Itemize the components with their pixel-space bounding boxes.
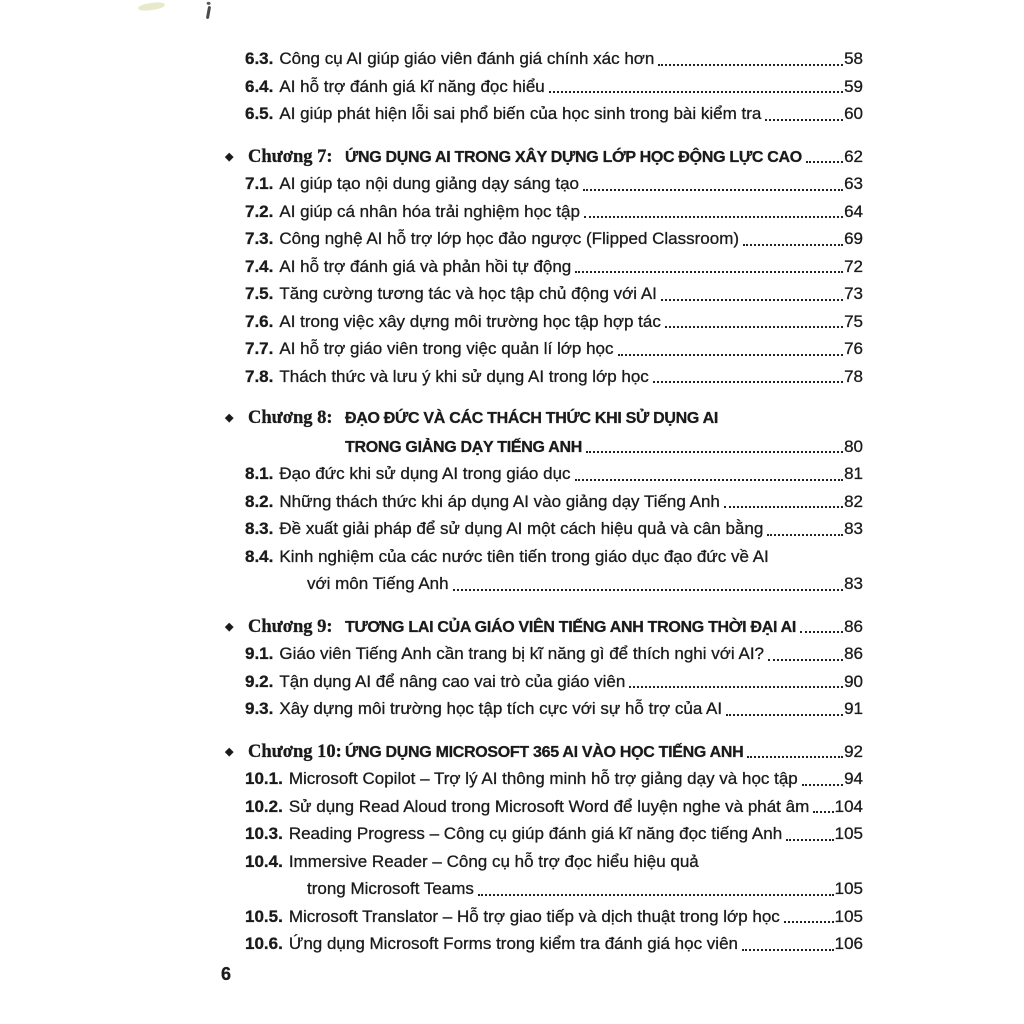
dot-leader xyxy=(478,894,834,896)
entry-page: 60 xyxy=(844,104,863,123)
entry-page: 106 xyxy=(834,934,863,953)
dot-leader xyxy=(629,686,843,688)
entry-page: 62 xyxy=(844,146,863,166)
entry-title: Reading Progress – Công cụ giúp đánh giá kĩ năng đọc tiếng Anh xyxy=(288,824,783,843)
entry-title: Sử dụng Read Aloud trong Microsoft Word để luyện nghe và phát âm xyxy=(288,796,810,816)
entry-page: 86 xyxy=(844,644,863,663)
entry-page: 90 xyxy=(844,671,863,691)
toc-entry xyxy=(225,820,863,848)
toc-entry xyxy=(225,170,863,198)
entry-number: 9.2. xyxy=(245,671,274,691)
dot-leader xyxy=(661,299,843,301)
entry-title: Những thách thức khi áp dụng AI vào giảng dạy Tiếng Anh xyxy=(279,491,720,511)
entry-number: 6.3. xyxy=(245,49,274,68)
entry-number: 7.4. xyxy=(245,256,274,276)
entry-number: 7.5. xyxy=(245,284,274,303)
entry-title: Thách thức và lưu ý khi sử dụng AI trong lớp học xyxy=(279,366,649,386)
entry-title: trong Microsoft Teams xyxy=(307,879,474,898)
scan-artifact xyxy=(206,6,211,19)
entry-number: 7.8. xyxy=(245,366,274,386)
dot-leader xyxy=(724,506,843,508)
entry-number: 6.4. xyxy=(245,76,274,96)
toc-entry xyxy=(225,668,863,696)
entry-title: Xây dựng môi trường học tập tích cực với sự hỗ trợ của AI xyxy=(279,699,723,718)
dot-leader xyxy=(584,216,843,218)
dot-leader xyxy=(784,921,834,923)
entry-page: 80 xyxy=(844,436,863,456)
entry-title: Tận dụng AI để nâng cao vai trò của giáo viên xyxy=(279,671,626,691)
toc-entry xyxy=(225,335,863,363)
entry-number: 9.1. xyxy=(245,644,274,663)
page-number: 6 xyxy=(221,964,232,984)
dot-leader xyxy=(813,811,833,813)
entry-page: 72 xyxy=(844,256,863,276)
entry-title: Công cụ AI giúp giáo viên đánh giá chính xác hơn xyxy=(279,49,655,68)
toc-entry xyxy=(225,225,863,253)
entry-number: 8.4. xyxy=(245,546,274,566)
chapter-heading-line2 xyxy=(225,433,863,461)
scan-artifact xyxy=(138,1,166,12)
entry-title: AI giúp cá nhân hóa trải nghiệm học tập xyxy=(279,201,580,221)
toc-entry xyxy=(225,100,863,128)
dot-leader xyxy=(653,381,843,383)
entry-number: 10.6. xyxy=(245,934,283,953)
dot-leader xyxy=(618,354,844,356)
entry-title: Đạo đức khi sử dụng AI trong giáo dục xyxy=(279,464,571,483)
entry-title: AI trong việc xây dựng môi trường học tập hợp tác xyxy=(279,311,661,331)
toc-entry xyxy=(225,515,863,543)
entry-number: 7.3. xyxy=(245,229,274,248)
entry-number: 9.3. xyxy=(245,699,274,718)
toc-entry xyxy=(225,363,863,391)
table-of-contents xyxy=(225,45,863,958)
entry-title: Ứng dụng Microsoft Forms trong kiểm tra đánh giá học viên xyxy=(288,934,738,953)
dot-leader xyxy=(786,839,833,841)
dot-leader xyxy=(453,589,844,591)
dot-leader xyxy=(549,91,843,93)
dot-leader xyxy=(665,326,843,328)
entry-page: 63 xyxy=(844,174,863,193)
toc-entry xyxy=(225,460,863,488)
entry-title: Đề xuất giải pháp để sử dụng AI một cách hiệu quả và cân bằng xyxy=(279,519,764,538)
toc-entry xyxy=(225,930,863,958)
dot-leader xyxy=(742,949,834,951)
entry-title: AI hỗ trợ đánh giá kĩ năng đọc hiểu xyxy=(279,76,545,96)
entry-number: 6.5. xyxy=(245,104,274,123)
dot-leader xyxy=(658,64,843,66)
entry-page: 64 xyxy=(844,201,863,221)
diamond-bullet-icon: ◆ xyxy=(225,745,234,758)
diamond-bullet-icon: ◆ xyxy=(225,150,234,163)
entry-number: 7.6. xyxy=(245,311,274,331)
dot-leader xyxy=(575,479,844,481)
entry-title: AI hỗ trợ đánh giá và phản hồi tự động xyxy=(279,256,572,276)
toc-entry xyxy=(225,543,863,571)
toc-entry-continuation xyxy=(225,570,863,598)
chapter-heading xyxy=(225,738,863,766)
entry-page: 83 xyxy=(844,519,863,538)
toc-entry xyxy=(225,793,863,821)
entry-page: 94 xyxy=(844,769,863,788)
dot-leader xyxy=(586,451,843,453)
chapter-label: Chương 10: xyxy=(248,741,342,762)
chapter-title: TRONG GIẢNG DẠY TIẾNG ANH xyxy=(345,438,582,456)
dot-leader xyxy=(747,756,843,758)
chapter-heading xyxy=(225,143,863,171)
toc-entry xyxy=(225,640,863,668)
entry-page: 76 xyxy=(844,339,863,358)
diamond-bullet-icon: ◆ xyxy=(225,620,234,633)
entry-title: AI hỗ trợ giáo viên trong việc quản lí lớp học xyxy=(279,339,614,358)
entry-page: 75 xyxy=(844,311,863,331)
entry-title: Immersive Reader – Công cụ hỗ trợ đọc hiểu hiệu quả xyxy=(288,851,699,871)
entry-number: 7.2. xyxy=(245,201,274,221)
entry-title: Công nghệ AI hỗ trợ lớp học đảo ngược (Flipped Classroom) xyxy=(279,229,740,248)
toc-entry xyxy=(225,488,863,516)
chapter-label: Chương 7: xyxy=(248,146,333,167)
entry-page: 69 xyxy=(844,229,863,248)
dot-leader xyxy=(768,659,843,661)
chapter-title: ĐẠO ĐỨC VÀ CÁC THÁCH THỨC KHI SỬ DỤNG AI xyxy=(345,410,719,427)
entry-title: AI giúp tạo nội dung giảng dạy sáng tạo xyxy=(279,174,579,193)
entry-page: 78 xyxy=(844,366,863,386)
chapter-title: ỨNG DỤNG AI TRONG XÂY DỰNG LỚP HỌC ĐỘNG LỰC CAO xyxy=(345,148,802,166)
chapter-label: Chương 9: xyxy=(248,616,333,637)
dot-leader xyxy=(583,189,843,191)
dot-leader xyxy=(802,784,843,786)
entry-number: 7.1. xyxy=(245,174,274,193)
dot-leader xyxy=(726,714,843,716)
dot-leader xyxy=(767,534,843,536)
entry-number: 8.3. xyxy=(245,519,274,538)
entry-page: 58 xyxy=(844,49,863,68)
chapter-heading xyxy=(225,613,863,641)
dot-leader xyxy=(575,271,843,273)
entry-number: 10.2. xyxy=(245,796,283,816)
entry-page: 105 xyxy=(834,906,863,926)
dot-leader xyxy=(743,244,843,246)
toc-entry xyxy=(225,280,863,308)
entry-page: 73 xyxy=(844,284,863,303)
entry-title: Tăng cường tương tác và học tập chủ động với AI xyxy=(279,284,657,303)
entry-number: 10.4. xyxy=(245,851,283,871)
entry-page: 59 xyxy=(844,76,863,96)
entry-title: AI giúp phát hiện lỗi sai phổ biến của học sinh trong bài kiểm tra xyxy=(279,104,762,123)
chapter-label: Chương 8: xyxy=(248,408,333,428)
entry-page: 82 xyxy=(844,491,863,511)
entry-number: 10.1. xyxy=(245,769,283,788)
toc-entry xyxy=(225,198,863,226)
toc-entry-continuation xyxy=(225,875,863,903)
toc-entry xyxy=(225,848,863,876)
toc-entry xyxy=(225,308,863,336)
toc-entry xyxy=(225,73,863,101)
entry-title: với môn Tiếng Anh xyxy=(307,574,449,593)
entry-page: 104 xyxy=(834,796,863,816)
chapter-heading xyxy=(225,405,863,433)
entry-page: 81 xyxy=(844,464,863,483)
toc-entry xyxy=(225,695,863,723)
chapter-title: ỨNG DỤNG MICROSOFT 365 AI VÀO HỌC TIẾNG ANH xyxy=(345,743,744,761)
entry-title: Microsoft Translator – Hỗ trợ giao tiếp và dịch thuật trong lớp học xyxy=(288,906,780,926)
entry-title: Microsoft Copilot – Trợ lý AI thông minh hỗ trợ giảng dạy và học tập xyxy=(288,769,798,788)
entry-title: Kinh nghiệm của các nước tiên tiến trong giáo dục đạo đức về AI xyxy=(279,546,769,566)
dot-leader xyxy=(800,631,843,633)
toc-entry xyxy=(225,903,863,931)
entry-number: 10.5. xyxy=(245,906,283,926)
dot-leader xyxy=(765,119,843,121)
entry-page: 105 xyxy=(834,879,863,898)
entry-page: 105 xyxy=(834,824,863,843)
diamond-bullet-icon: ◆ xyxy=(225,412,234,424)
chapter-title: TƯƠNG LAI CỦA GIÁO VIÊN TIẾNG ANH TRONG THỜI ĐẠI AI xyxy=(345,618,797,636)
toc-entry xyxy=(225,45,863,73)
entry-page: 92 xyxy=(844,741,863,761)
toc-entry xyxy=(225,765,863,793)
entry-page: 86 xyxy=(844,616,863,636)
dot-leader xyxy=(806,161,843,163)
entry-page: 83 xyxy=(844,574,863,593)
toc-entry xyxy=(225,253,863,281)
entry-number: 8.1. xyxy=(245,464,274,483)
entry-number: 10.3. xyxy=(245,824,283,843)
entry-page: 91 xyxy=(844,699,863,718)
entry-number: 7.7. xyxy=(245,339,274,358)
entry-number: 8.2. xyxy=(245,491,274,511)
entry-title: Giáo viên Tiếng Anh cần trang bị kĩ năng gì để thích nghi với AI? xyxy=(279,644,764,663)
